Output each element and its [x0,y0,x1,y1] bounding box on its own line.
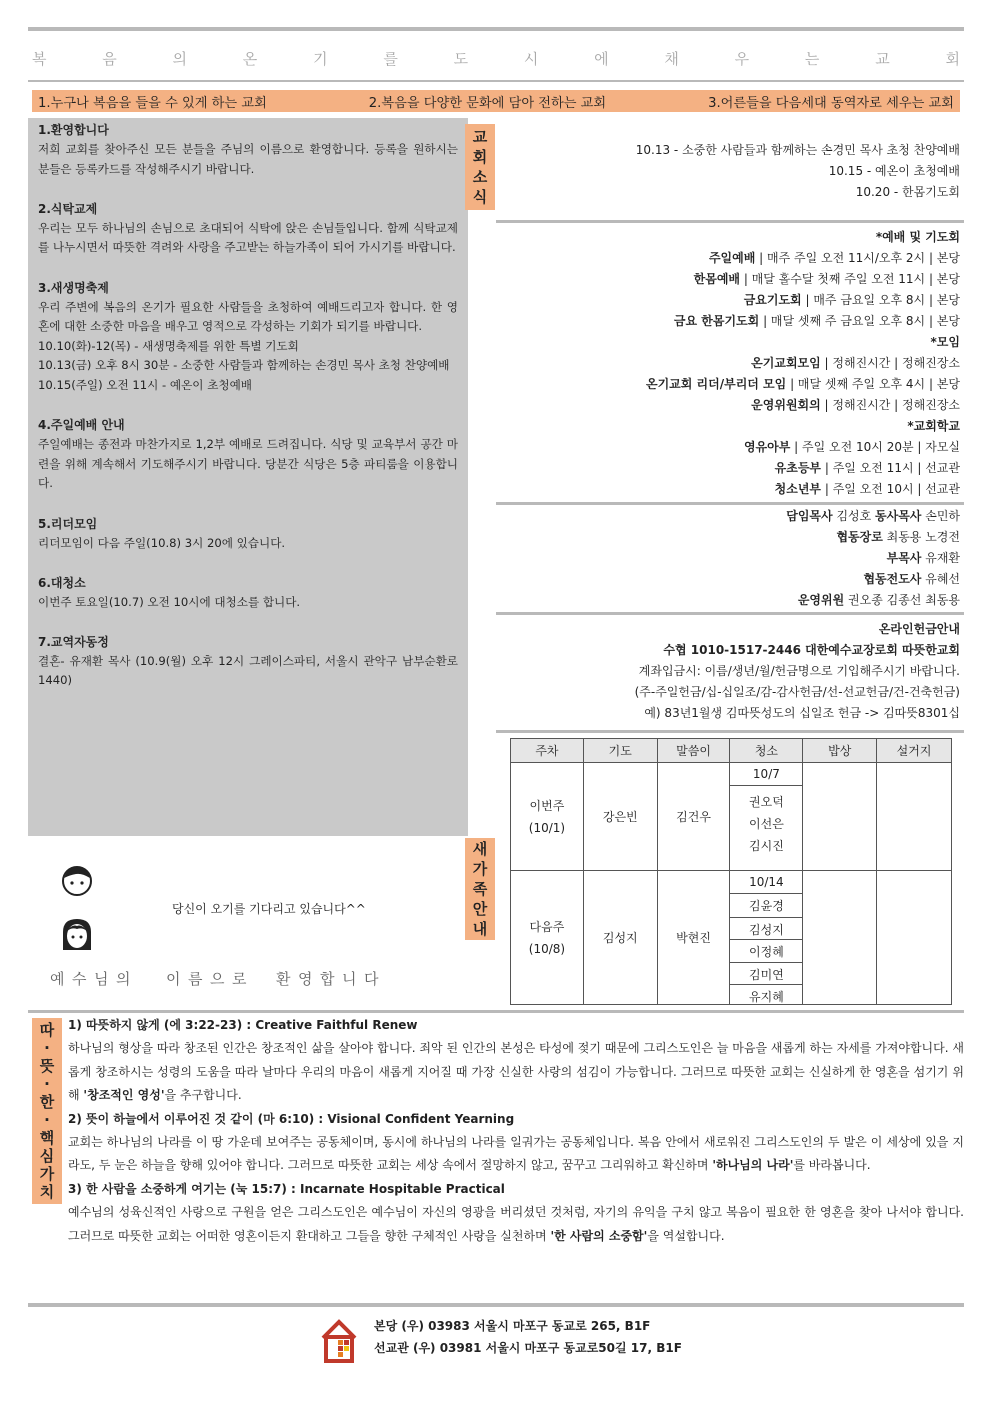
header-cleaning: 청소 [730,739,803,763]
announcement [38,199,458,258]
male-avatar-icon [60,864,94,901]
duty-header-row [511,739,952,763]
schedule-heading-text: *예배 및 기도회 [875,230,960,244]
offering-note: 계좌입금시: 이름/생년/월/헌금명으로 기입해주시기 바랍니다. [638,664,960,678]
announcement-title: 6.대청소 [38,575,86,590]
tab-char: · [44,1039,50,1057]
schedule-item [496,311,960,332]
core-emphasis: '하나님의 나라' [712,1158,794,1173]
announcement [38,120,458,179]
tab-char: 가 [472,860,488,878]
mission-address: 선교관 (우) 03981 서울시 마포구 동교로50길 17, B1F [374,1341,682,1355]
duty-clean-date: 10/7 [752,767,780,781]
announcement-title: 2.식탁교제 [38,201,98,216]
tab-char: 따 [39,1021,55,1039]
divider [496,220,964,223]
core-value-text [68,1037,964,1107]
announcement-text: 저희 교회를 찾아주신 모든 분들을 주님의 이름으로 환영합니다. 등록을 원하시는 분들은 등록카드를 작성해주시기 바랍니다. [38,142,458,176]
goal-item: 3.어른들을 다음세대 동역자로 세우는 교회 [708,95,954,111]
duty-clean-list [730,785,802,853]
motto-char: 우 [734,50,750,68]
slogan-char: 으 [210,970,225,988]
motto-char: 교 [875,50,890,68]
schedule-desc: | 매주 주일 오전 11시/오후 2시 | 본당 [755,251,960,265]
welcome-message: 당신이 오기를 기다리고 있습니다^^ [172,902,366,916]
staff-row [496,506,960,527]
duty-row [511,763,952,871]
core-value-text [68,1131,964,1178]
address-block [374,1315,682,1359]
announcement-text: 10.13(금) 오후 8시 30분 - 소중한 사람들과 함께하는 손경민 목사 초청 찬양예배 [38,358,450,373]
tab-char: · [44,1111,50,1129]
announcements-panel [28,118,468,836]
schedule-item [496,353,960,374]
staff-names: 최동용 노경전 [882,530,960,544]
header-word: 말씀이 [657,739,730,763]
schedule-name: 주일예배 [708,251,756,265]
schedule-item [496,437,960,458]
welcome-slogan [50,968,450,990]
divider [496,502,964,505]
staff-list [496,506,964,611]
schedule-name: 한몸예배 [693,272,741,286]
duty-prayer: 강은빈 [583,763,657,871]
tab-char: 치 [39,1183,55,1201]
tab-char: 뜻 [39,1057,55,1075]
motto-char: 를 [383,50,398,68]
tab-char: 족 [472,880,488,898]
schedule-heading-text: *교회학교 [907,419,960,433]
schedule-name: 운영위원회의 [751,398,821,412]
staff-names: 유혜선 [921,572,960,586]
news-item: 10.15 - 예온이 초청예배 [828,164,960,178]
core-text: 을 추구합니다. [164,1088,242,1103]
motto-char: 복 [32,50,47,68]
duty-week-label: 다음주 [529,919,565,934]
schedule-desc: | 정해진시간 | 정해진장소 [820,398,960,412]
staff-role: 협동장로 [836,530,883,544]
female-avatar-icon [58,916,96,957]
schedule-desc: | 주일 오전 10시 20분 | 자모실 [790,440,960,454]
tab-char: 소 [472,168,488,186]
staff-role: 운영위원 [797,593,845,607]
announcement-title: 3.새생명축제 [38,280,109,295]
announcement-title: 4.주일예배 안내 [38,418,125,433]
staff-names: 권오종 김종선 최동용 [844,593,960,607]
schedule-heading [496,227,960,248]
slogan-char: 환 [276,970,291,988]
duty-cleaning [730,763,803,871]
church-logo-icon [320,1318,358,1367]
tab-char: 안 [472,900,488,918]
announcement [38,632,458,691]
announcement-text: 10.10(화)-12(목) - 새생명축제를 위한 특별 기도회 [38,338,299,353]
slogan-char: 님 [94,970,109,988]
announcement-text: 우리 주변에 복음의 온기가 필요한 사람들을 초청하여 예배드리고자 합니다. 한 영혼에 대한 소중한 마음을 배우고 영적으로 각성하는 기회가 되기를 바랍니다. [38,299,458,334]
announcement-text: 리더모임이 다음 주일(10.8) 3시 20에 있습니다. [38,535,286,550]
schedule-item [496,458,960,479]
motto-char: 회 [945,50,960,68]
tab-char: 내 [472,920,488,938]
news-item: 10.13 - 소중한 사람들과 함께하는 손경민 목사 초청 찬양예배 [635,143,960,157]
announcement-text: 주일예배는 종전과 마찬가지로 1,2부 예배로 드려집니다. 식당 및 교육부서 공간 마련을 위해 계속해서 기도해주시기 바랍니다. 당분간 식당은 5층 파티룸을 이용합니다. [38,437,458,491]
duty-clean-name: 김시진 [749,839,784,853]
staff-row [496,590,960,611]
core-text: 을 역설합니다. [647,1228,725,1243]
divider [496,612,964,615]
schedule-desc: | 정해진시간 | 정해진장소 [820,356,960,370]
duty-clean-name: 권오덕 [749,795,784,809]
top-rule [28,27,964,31]
tab-char: 가 [39,1165,55,1183]
core-value-title: 3) 한 사람을 소중하게 여기는 (눅 15:7) : Incarnate Hospitable Practical [68,1181,505,1196]
motto-char: 의 [172,50,188,68]
schedule-name: 금요 한몸기도회 [673,314,760,328]
duty-clean-name: 이정혜 [730,939,802,962]
church-goals-bar [32,90,960,112]
offering-example: 예) 83년1월생 김따뜻성도의 십일조 헌금 -> 김따뜻8301십 [644,706,960,720]
tab-church-news [465,124,495,210]
slogan-char: 이 [166,970,181,988]
schedule-heading [496,332,960,353]
core-text: 예수님의 성육신적인 사랑으로 구원을 얻은 그리스도인은 예수님이 자신의 영광을 버리셨던 것처럼, 자기의 유익을 구치 않고 복음이 필요한 한 영혼을 찾아 나서야 합니다. 그러므로 따뜻한 교회는 어떠한 영혼이든지 환대하고 그들을 향한 구체적인 사랑을 실천하며 [68,1205,964,1243]
staff-role: 담임목사 [786,509,833,523]
schedule-heading [496,416,960,437]
staff-row [496,527,960,548]
motto-char: 도 [453,50,469,68]
duty-dishes [877,871,952,1005]
header-dishes: 설거지 [877,739,952,763]
duty-meal [803,871,877,1005]
duty-clean-name: 유지혜 [730,984,802,1007]
motto-char: 시 [523,50,539,68]
duty-clean-names [730,785,802,853]
schedule-name: 영유아부 [743,440,791,454]
worship-schedule [496,227,964,500]
duty-clean-name: 김미연 [730,962,802,985]
online-offering [496,619,964,724]
schedule-item [496,248,960,269]
core-emphasis: '창조적인 영성' [83,1088,165,1103]
announcement [38,415,458,494]
slogan-char: 름 [188,970,203,988]
announcement-title: 7.교역자동정 [38,634,109,649]
motto-char: 기 [313,50,328,68]
duty-clean-names [730,893,802,1004]
duty-week-date: (10/1) [528,820,566,835]
announcement-text: 우리는 모두 하나님의 손님으로 초대되어 식탁에 앉은 손님들입니다. 함께 식탁교제를 나누시면서 따뜻한 격려와 사랑을 주고받는 하늘가족이 되어 가시기를 바랍니다. [38,220,458,255]
tab-char: 식 [472,188,488,206]
tab-char: 심 [39,1147,55,1165]
tab-char: 회 [472,148,488,166]
schedule-heading-text: *모임 [930,335,960,349]
announcement-text: 이번주 토요일(10.7) 오전 10시에 대청소를 합니다. [38,594,301,609]
schedule-name: 청소년부 [774,482,822,496]
duty-dishes [877,763,952,871]
staff-role: 부목사 [886,551,922,565]
slogan-char: 다 [364,970,379,988]
duty-cleaning [730,871,803,1005]
slogan-char: 영 [298,970,313,988]
staff-role: 동사목사 [875,509,922,523]
schedule-desc: | 주일 오전 11시 | 선교관 [821,461,960,475]
tab-char: · [44,1075,50,1093]
motto-char: 는 [804,50,820,68]
slogan-char: 로 [232,970,247,988]
schedule-item [496,269,960,290]
schedule-desc: | 매달 홀수달 첫째 주일 오전 11시 | 본당 [740,272,960,286]
motto-rule [28,80,964,82]
staff-names: 유재환 [921,551,960,565]
duty-week [511,763,584,871]
offering-account: 수협 1010-1517-2446 대한예수교장로회 따뜻한교회 [663,643,960,657]
header-prayer: 기도 [583,739,657,763]
slogan-char: 예 [50,970,65,988]
announcement-title: 1.환영합니다 [38,123,109,137]
tab-char: 교 [472,128,488,146]
duty-week-label: 이번주 [529,798,565,813]
tab-char: 핵 [39,1129,55,1147]
duty-clean-date: 10/14 [749,875,784,889]
duty-meal [803,763,877,871]
duty-table [510,738,952,1005]
duty-clean-name: 김윤경 [749,899,784,913]
schedule-desc: | 매달 셋째 주일 오후 4시 | 본당 [786,377,960,391]
core-value-title: 2) 뜻이 하늘에서 이루어진 것 같이 (마 6:10) : Visional Confident Yearning [68,1111,515,1126]
core-emphasis: '한 사람의 소중함' [550,1228,648,1243]
core-value-text [68,1201,964,1248]
core-top-rule [28,1010,964,1013]
church-motto [32,48,960,70]
news-item: 10.20 - 한몸기도회 [855,185,960,199]
announcement-text: 결혼- 유재환 목사 (10.9(월) 오후 12시 그레이스파티, 서울시 관악구 남부순환로 1440) [38,653,458,688]
announcement-title: 5.리더모임 [38,516,98,531]
core-text: 하나님의 형상을 따라 창조된 인간은 창조적인 삶을 살아야 합니다. 죄악 된 인간의 본성은 타성에 젖기 때문에 그리스도인은 늘 마음을 새롭게 하는 자세를 가져야합니다. 새롭게 창조하시는 성령의 도움을 따라 날마다 우리의 마음이 새롭게 지어질 때 가장 신실한 사랑의 섬김이 가능합니다. 그러므로 따뜻한 교회는 신실하게 한 영혼을 섬기기 위해 [68,1041,964,1103]
slogan-char: 의 [116,970,131,988]
tab-char: 새 [472,840,488,858]
staff-role: 협동전도사 [863,572,922,586]
schedule-item [496,290,960,311]
tab-char: 한 [39,1093,55,1111]
schedule-desc: | 주일 오전 10시 | 선교관 [821,482,960,496]
staff-names: 김성호 [832,509,876,523]
announcement-text: 10.15(주일) 오전 11시 - 예온이 초청예배 [38,377,252,392]
duty-word: 김건우 [657,763,730,871]
duty-clean-name: 이선은 [749,817,784,831]
core-bottom-rule [28,1303,964,1307]
schedule-desc: | 매달 셋째 주 금요일 오후 8시 | 본당 [759,314,960,328]
motto-char: 음 [102,50,117,68]
goal-item: 1.누구나 복음을 들을 수 있게 하는 교회 [38,95,267,111]
schedule-item [496,395,960,416]
schedule-name: 온기교회모임 [751,356,821,370]
schedule-name: 온기교회 리더/부리더 모임 [645,377,787,391]
core-value-title: 1) 따뜻하지 않게 (에 3:22-23) : Creative Faithful Renew [68,1018,418,1032]
schedule-name: 금요기도회 [743,293,802,307]
slogan-char: 수 [72,970,87,988]
motto-char: 온 [242,50,258,68]
header-meal: 밥상 [803,739,877,763]
schedule-item [496,479,960,500]
schedule-desc: | 매주 금요일 오후 8시 | 본당 [801,293,960,307]
core-text: 를 바라봅니다. [793,1158,871,1173]
duty-week [511,871,584,1005]
offering-title: 온라인헌금안내 [878,622,960,636]
staff-row [496,548,960,569]
tab-new-family [465,838,495,940]
duty-week-date: (10/8) [528,941,566,956]
church-news [496,140,964,203]
slogan-char: 합 [320,970,335,988]
duty-prayer: 김성지 [583,871,657,1005]
announcement [38,573,458,613]
offering-codes: (주-주일헌금/십-십일조/감-감사헌금/선-선교헌금/건-건축헌금) [634,685,960,699]
header-week: 주차 [511,739,584,763]
duty-clean-name: 김성지 [730,917,802,940]
divider [496,730,964,733]
schedule-item [496,374,960,395]
schedule-name: 유초등부 [774,461,822,475]
main-address: 본당 (우) 03983 서울시 마포구 동교로 265, B1F [374,1319,651,1333]
duty-row [511,871,952,1005]
announcement [38,514,458,554]
motto-char: 채 [664,50,679,68]
staff-row [496,569,960,590]
goal-item: 2.복음을 다양한 문화에 담아 전하는 교회 [368,95,607,111]
announcement [38,278,458,396]
slogan-char: 니 [342,970,357,988]
duty-word: 박현진 [657,871,730,1005]
tab-core-values [32,1018,62,1204]
duty-clean-list [730,893,802,1004]
staff-names: 손민하 [921,509,960,523]
core-values [60,1014,964,1248]
core-text: 교회는 하나님의 나라를 이 땅 가운데 보여주는 공동체이며, 동시에 하나님의 나라를 일궈가는 공동체입니다. 복음 안에서 새로워진 그리스도인의 두 발은 이 세상에 있을 지라도, 두 눈은 하늘을 향해 있어야 합니다. 그러므로 따뜻한 교회는 세상 속에서 절망하지 않고, 꿈꾸고 그리워하고 확신하며 [68,1135,964,1173]
motto-char: 에 [594,50,609,68]
